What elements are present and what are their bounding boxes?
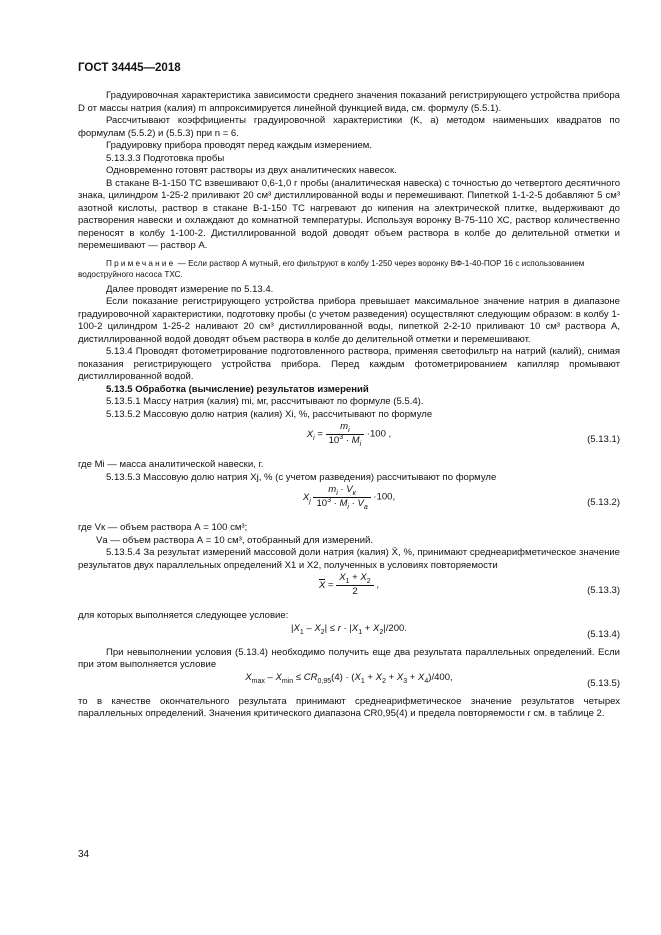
section-heading: 5.13.5 Обработка (вычисление) результатов измерений (106, 383, 369, 395)
page-number: 34 (78, 849, 90, 860)
paragraph: В стакане В-1-150 ТС взвешивают 0,6-1,0 г пробы (аналитическая навеска) с точностью до четвертого десятичного знака, цилиндром 1-25-2 приливают 20 см³ дистиллированной воды и перемешивают. Пипеткой 1-1-2-5 добавляют 5 см³ азотной кислоты, раствор в стакане В-1-150 ТС нагревают до кипения на электрической плитке, выдерживают до растворения навески и охлаждают до комнатной температуры. Используя воронку В-75-110 ХС, раствор количественно переносят в колбу 1-100-2. Дистиллированной водой доводят объем раствора в колбе до делительной отметки и перемешивают — раствор А. (78, 177, 620, 251)
formula-number: (5.13.3) (587, 584, 620, 596)
paragraph: При невыполнении условия (5.13.4) необходимо получить еще два результата параллельных определений. Если при этом выполняется условие (78, 646, 620, 670)
paragraph: 5.13.4 Проводят фотометрирование подготовленного раствора, применяя светофильтр на натрий (калий), снимая показания регистрирующего устройства прибора. Перед каждым фотометрированием капилляр промывают дистиллированной водой. (78, 346, 620, 382)
formula-number: (5.13.5) (587, 677, 620, 689)
paragraph: Градуировку прибора проводят перед каждым измерением. (106, 140, 372, 151)
paragraph: 5.13.5.2 Массовую долю натрия (калия) Xi, %, рассчитывают по формуле (106, 408, 433, 420)
paragraph: Далее проводят измерение по 5.13.4. (106, 283, 274, 295)
paragraph: 5.13.5.4 За результат измерений массовой доли натрия (калия) X̄, %, принимают среднеарифметическое значение результатов двух параллельных определений X1 и X2, полученных в условиях повторяемости (78, 547, 620, 571)
formula-number: (5.13.4) (587, 628, 620, 640)
formula-number: (5.13.2) (587, 496, 620, 508)
note (78, 258, 620, 280)
document-body (78, 90, 620, 721)
paragraph: Градуировочная характеристика зависимости среднего значения показаний регистрирующего устройства прибора D от массы натрия (калия) m аппроксимируется линейной функцией вида, см. формулу (5.5.1). (78, 90, 620, 114)
paragraph: то в качестве окончательного результата принимают среднеарифметическое значение результатов четырех параллельных определений. Значения критического диапазона CR0,95(4) и предела повторяемости r см. в таблице 2. (78, 695, 620, 719)
formula-number: (5.13.1) (587, 433, 620, 445)
formula-5-13-4: $|X_1 - X_2| \le r \cdot |X_1 + X_2|/200$. (5.13.4) (290, 622, 620, 640)
section-heading: 5.13.3.3 Подготовка пробы (106, 152, 225, 164)
paragraph: Если показание регистрирующего устройства прибора превышает максимальное значение натрия в диапазоне градуировочной характеристики, подготовку пробы (с учетом разведения) осуществляют следующим образом: в колбу 1-100-2 цилиндром 1-25-2 наливают 20 см³ дистиллированной воды, пипеткой 2-2-10 приливают 10 см³ раствора А, дистиллированной водой доводят объем раствора в колбе до делительной отметки и перемешивают. (78, 296, 620, 345)
paragraph: где Vк — объем раствора А = 100 см³; (78, 522, 248, 533)
paragraph: Одновременно готовят растворы из двух аналитических навесок. (106, 165, 397, 176)
formula-5-13-2: $X_j$ $\frac{m_i \cdot V_к}{10^3 \cdot M_i \cdot V_a}$ ·100, (5.13.2) (302, 484, 620, 511)
paragraph: 5.13.5.1 Массу натрия (калия) mi, мг, рассчитывают по формуле (5.5.4). (106, 396, 424, 407)
formula-5-13-1: $X_i$ = $\frac{m_i}{10^3 \cdot M_i}$ ·100 , (5.13.1) (306, 421, 620, 448)
note-label: Примечание (106, 258, 176, 268)
note-text: — Если раствор А мутный, его фильтруют в колбу 1-250 через воронку ВФ-1-40-ПОР 16 с использованием водоструйного насоса ТХС. (78, 258, 585, 279)
formula-5-13-3: X = $\frac{X_1 + X_2}{2}$ , (5.13.3) (318, 572, 620, 597)
document-header: ГОСТ 34445—2018 (78, 62, 181, 74)
paragraph: Рассчитывают коэффициенты градуировочной характеристики (K, a) методом наименьших квадратов по формулам (5.5.2) и (5.5.3) при n = 6. (78, 115, 620, 139)
paragraph: где Mi — масса аналитической навески, г. (78, 459, 264, 470)
paragraph: Vа — объем раствора А = 10 см³, отобранный для измерений. (96, 534, 374, 546)
paragraph: 5.13.5.3 Массовую долю натрия Xj, % (с учетом разведения) рассчитывают по формуле (106, 471, 497, 483)
paragraph: для которых выполняется следующее условие: (78, 610, 289, 621)
formula-5-13-5: $X_{max} - X_{min} \le CR_{0,95}(4) \cdot (X_1 + X_2 + X_3 + X_4)/400$, (5.13.5) (245, 671, 620, 689)
